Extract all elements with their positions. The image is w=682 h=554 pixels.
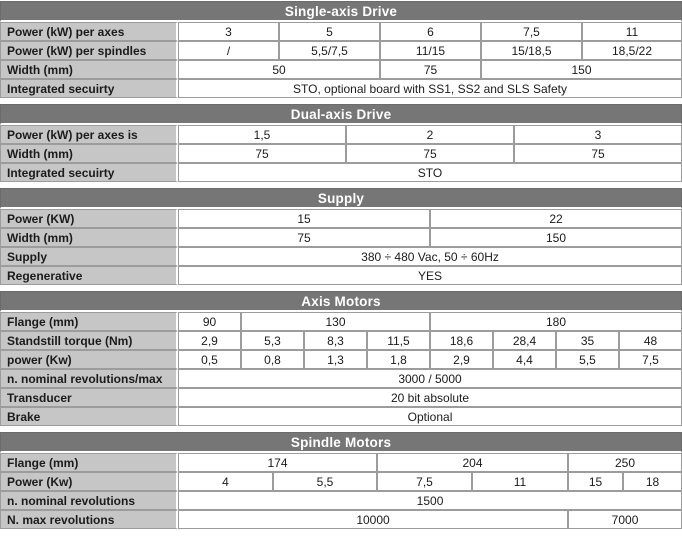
row-label: Width (mm) <box>0 144 178 163</box>
table-row <box>0 472 682 491</box>
cell-value: 7,5 <box>481 22 582 41</box>
table-row <box>0 79 682 98</box>
tables-container <box>0 1 682 529</box>
cell-value: 5,5 <box>556 350 619 369</box>
cell-value: 50 <box>178 60 380 79</box>
table-header-row <box>0 104 682 125</box>
cell-value: 5,5 <box>273 472 377 491</box>
row-label: n. nominal revolutions/max <box>0 369 178 388</box>
row-label: Flange (mm) <box>0 453 178 472</box>
cell-value: 1,3 <box>304 350 367 369</box>
cell-value: YES <box>178 266 682 285</box>
cell-value: 15/18,5 <box>481 41 582 60</box>
table-row <box>0 163 682 182</box>
cell-value: 7000 <box>568 510 682 529</box>
table-title: Axis Motors <box>0 291 682 312</box>
cell-value: 1500 <box>178 491 682 510</box>
cell-value: STO <box>178 163 682 182</box>
cell-value: 4,4 <box>493 350 556 369</box>
table-row <box>0 209 682 228</box>
table-title: Spindle Motors <box>0 432 682 453</box>
cell-value: 10000 <box>178 510 568 529</box>
row-label: Regenerative <box>0 266 178 285</box>
table-row <box>0 144 682 163</box>
cell-value: 75 <box>380 60 481 79</box>
cell-value: 8,3 <box>304 331 367 350</box>
cell-value: 90 <box>178 312 241 331</box>
cell-value: 75 <box>514 144 682 163</box>
row-label: Width (mm) <box>0 228 178 247</box>
cell-value: 75 <box>178 144 346 163</box>
spec-table-supply <box>0 188 682 285</box>
table-row <box>0 312 682 331</box>
cell-value: 2,9 <box>430 350 493 369</box>
spec-table-single-axis-drive <box>0 1 682 98</box>
table-row <box>0 453 682 472</box>
cell-value: 3 <box>514 125 682 144</box>
row-label: n. nominal revolutions <box>0 491 178 510</box>
cell-value: 3000 / 5000 <box>178 369 682 388</box>
table-row <box>0 331 682 350</box>
row-label: Width (mm) <box>0 60 178 79</box>
cell-value: 3 <box>178 22 279 41</box>
spec-table-axis-motors <box>0 291 682 426</box>
row-label: Supply <box>0 247 178 266</box>
cell-value: 28,4 <box>493 331 556 350</box>
cell-value: / <box>178 41 279 60</box>
cell-value: 20 bit absolute <box>178 388 682 407</box>
row-label: Power (KW) <box>0 209 178 228</box>
cell-value: 250 <box>568 453 682 472</box>
cell-value: 174 <box>178 453 377 472</box>
cell-value: 1,8 <box>367 350 430 369</box>
cell-value: 180 <box>430 312 682 331</box>
row-label: Brake <box>0 407 178 426</box>
cell-value: 0,8 <box>241 350 304 369</box>
table-row <box>0 491 682 510</box>
row-label: Integrated secuirty <box>0 163 178 182</box>
cell-value: 48 <box>619 331 682 350</box>
cell-value: 11 <box>582 22 682 41</box>
cell-value: 18 <box>623 472 682 491</box>
cell-value: 130 <box>241 312 430 331</box>
cell-value: 2,9 <box>178 331 241 350</box>
row-label: Transducer <box>0 388 178 407</box>
row-label: power (Kw) <box>0 350 178 369</box>
cell-value: 35 <box>556 331 619 350</box>
cell-value: 5 <box>279 22 380 41</box>
cell-value: 1,5 <box>178 125 346 144</box>
row-label: Power (kW) per axes is <box>0 125 178 144</box>
cell-value: 6 <box>380 22 481 41</box>
table-header-row <box>0 1 682 22</box>
cell-value: 18,5/22 <box>582 41 682 60</box>
cell-value: 5,3 <box>241 331 304 350</box>
cell-value: 18,6 <box>430 331 493 350</box>
table-title: Dual-axis Drive <box>0 104 682 125</box>
row-label: Power (kW) per axes <box>0 22 178 41</box>
cell-value: 2 <box>346 125 514 144</box>
cell-value: 15 <box>568 472 623 491</box>
table-row <box>0 266 682 285</box>
row-label: Flange (mm) <box>0 312 178 331</box>
table-title: Single-axis Drive <box>0 1 682 22</box>
table-row <box>0 22 682 41</box>
row-label: N. max revolutions <box>0 510 178 529</box>
cell-value: 7,5 <box>619 350 682 369</box>
table-header-row <box>0 188 682 209</box>
cell-value: Optional <box>178 407 682 426</box>
table-row <box>0 510 682 529</box>
table-row <box>0 350 682 369</box>
row-label: Standstill torque (Nm) <box>0 331 178 350</box>
cell-value: 15 <box>178 209 430 228</box>
table-row <box>0 125 682 144</box>
cell-value: 11,5 <box>367 331 430 350</box>
cell-value: 380 ÷ 480 Vac, 50 ÷ 60Hz <box>178 247 682 266</box>
cell-value: 150 <box>430 228 682 247</box>
table-row <box>0 228 682 247</box>
cell-value: STO, optional board with SS1, SS2 and SLS Safety <box>178 79 682 98</box>
spec-table-dual-axis-drive <box>0 104 682 182</box>
cell-value: 5,5/7,5 <box>279 41 380 60</box>
cell-value: 75 <box>346 144 514 163</box>
table-row <box>0 388 682 407</box>
row-label: Power (kW) per spindles <box>0 41 178 60</box>
cell-value: 0,5 <box>178 350 241 369</box>
table-title: Supply <box>0 188 682 209</box>
cell-value: 4 <box>178 472 273 491</box>
table-header-row <box>0 291 682 312</box>
row-label: Power (Kw) <box>0 472 178 491</box>
cell-value: 11 <box>472 472 568 491</box>
table-row <box>0 41 682 60</box>
cell-value: 11/15 <box>380 41 481 60</box>
cell-value: 75 <box>178 228 430 247</box>
cell-value: 7,5 <box>377 472 472 491</box>
table-row <box>0 407 682 426</box>
row-label: Integrated secuirty <box>0 79 178 98</box>
cell-value: 150 <box>481 60 682 79</box>
cell-value: 204 <box>377 453 568 472</box>
spec-table-spindle-motors <box>0 432 682 529</box>
table-row <box>0 247 682 266</box>
table-row <box>0 369 682 388</box>
table-header-row <box>0 432 682 453</box>
cell-value: 22 <box>430 209 682 228</box>
table-row <box>0 60 682 79</box>
